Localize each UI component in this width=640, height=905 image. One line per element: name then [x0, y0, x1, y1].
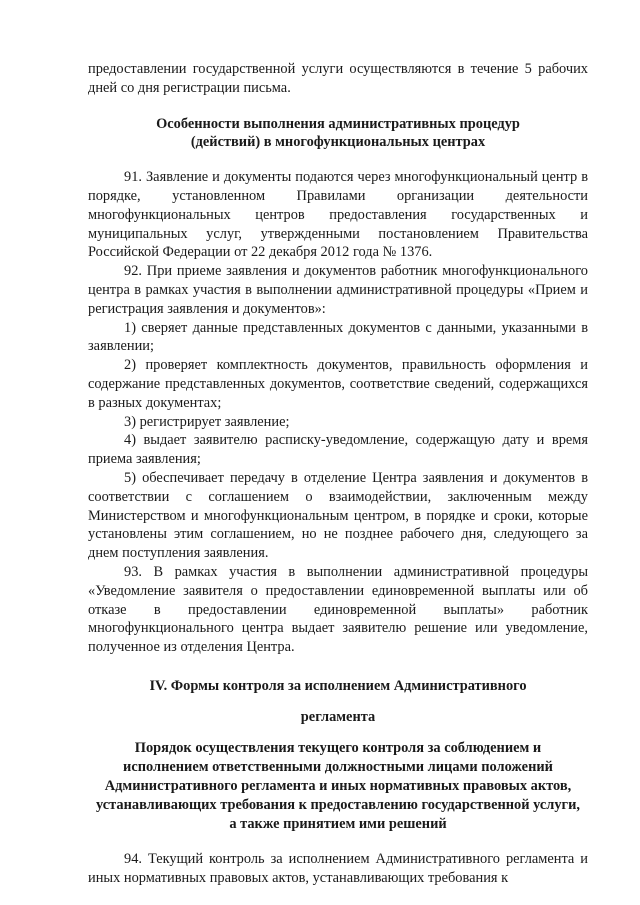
paragraph-92-item-1: 1) сверяет данные представленных документов с данными, указанными в заявлении; [88, 319, 588, 355]
subheading-mfc: Особенности выполнения административных процедур (действий) в многофункциональных центрах [156, 115, 520, 151]
section-heading-iv: IV. Формы контроля за исполнением Административного [149, 677, 527, 694]
paragraph-92-item-3: 3) регистрирует заявление; [124, 413, 290, 430]
paragraph-91: 91. Заявление и документы подаются через многофункциональный центр в порядке, установленном Правилами организации деятельности многофункциональных центров предоставления государственных и муниципальных услуг, утвержденными постановлением Правительства Российской Федерации от 22 декабря 2012 года № 1376. [88, 169, 588, 261]
paragraph-92: 92. При приеме заявления и документов работник многофункционального центра в рамках участия в выполнении административной процедуры «Прием и регистрация заявления и документов»: [88, 263, 588, 317]
paragraph-92-item-4: 4) выдает заявителю расписку-уведомление, содержащую дату и время приема заявления; [88, 432, 588, 468]
paragraph-92-item-2: 2) проверяет комплектность документов, правильность оформления и содержание представленных документов, соответствие сведений, содержащихся в разных документах; [88, 357, 588, 411]
intro-paragraph: предоставлении государственной услуги осуществляются в течение 5 рабочих дней со дня регистрации письма. [88, 61, 588, 96]
section-heading-iv-continued: регламента [300, 708, 376, 725]
paragraph-94: 94. Текущий контроль за исполнением Административного регламента и иных нормативных правовых актов, устанавливающих требования к [88, 850, 588, 886]
subheading-current-control: Порядок осуществления текущего контроля за соблюдением и исполнением ответственными должностными лицами положений Административного регламента и иных нормативных правовых актов, устанавливающих требования к предоставлению государственной услуги, а также принятием ими решений [96, 739, 580, 832]
document-body [88, 60, 588, 887]
paragraph-93: 93. В рамках участия в выполнении административной процедуры «Уведомление заявителя о предоставлении единовременной выплаты или об отказе в предоставлении единовременной выплаты» работник многофункционального центра выдает заявителю решение или уведомление, полученное из отделения Центра. [88, 563, 588, 656]
paragraph-92-item-5: 5) обеспечивает передачу в отделение Центра заявления и документов в соответствии с соглашением о взаимодействии, заключенным между Министерством и многофункциональным центром, в порядке и сроки, которые установлены этим соглашением, но не позднее рабочего дня, следующего за днем поступления заявления. [88, 469, 588, 562]
